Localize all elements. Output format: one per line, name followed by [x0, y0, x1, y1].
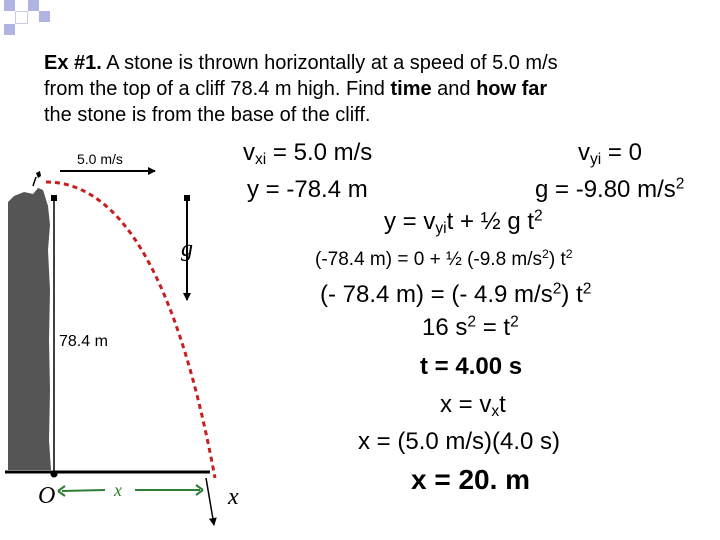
problem-text: A stone is thrown horizontally at a speed of 5.0 m/s — [101, 52, 558, 74]
problem-line-2 — [44, 76, 714, 102]
eq-subscript: xi — [255, 150, 267, 168]
corner-square — [39, 11, 50, 22]
problem-statement — [44, 50, 714, 128]
equation-substitution-1 — [315, 249, 573, 271]
eq-subscript: x — [491, 402, 500, 420]
cliff-shape — [8, 188, 51, 470]
problem-text: from the top of a cliff 78.4 m high. Find — [44, 78, 391, 100]
eq-text: = 5.0 m/s — [266, 139, 373, 166]
speed-label: 5.0 m/s — [77, 151, 123, 167]
equation-t-result: t = 4.00 s — [420, 353, 523, 380]
equation-substitution-2 — [320, 281, 591, 309]
problem-emphasis: how far — [476, 78, 548, 100]
eq-superscript: 2 — [565, 247, 573, 262]
eq-text: v — [243, 139, 255, 166]
eq-text: x = v — [440, 391, 492, 418]
x-axis-label: x — [228, 484, 239, 510]
eq-superscript: 2 — [582, 280, 592, 298]
equation-vxi — [243, 139, 372, 167]
equation-x-substitution: x = (5.0 m/s)(4.0 s) — [358, 428, 561, 455]
eq-text: = t — [476, 314, 511, 341]
problem-line-1 — [44, 50, 714, 76]
corner-square — [4, 24, 15, 35]
stone-icon — [33, 177, 36, 186]
corner-square — [28, 0, 39, 11]
height-label: 78.4 m — [59, 333, 108, 350]
equation-kinematic — [384, 208, 543, 236]
problem-line-3: the stone is from the base of the cliff. — [44, 104, 371, 126]
eq-superscript: 2 — [467, 313, 477, 331]
eq-text: y = v — [384, 208, 436, 235]
equation-t-squared — [422, 314, 519, 342]
distance-label: x — [114, 480, 122, 500]
equation-g — [535, 176, 684, 204]
eq-text: ) t — [548, 249, 566, 270]
eq-text: ) t — [561, 281, 583, 308]
top-marker — [51, 195, 57, 201]
corner-decoration — [0, 0, 60, 40]
equation-x-formula — [440, 391, 506, 419]
g-label: g — [181, 236, 193, 262]
gravity-arrow-base — [184, 195, 190, 201]
distance-arrow — [62, 490, 105, 491]
example-label: Ex #1. — [44, 52, 102, 74]
eq-subscript: yi — [435, 219, 447, 237]
trajectory-path — [46, 182, 215, 478]
continuation-arrow — [206, 478, 214, 525]
eq-text: t — [499, 391, 506, 418]
eq-text: = 0 — [601, 139, 642, 166]
equation-x-result: x = 20. m — [411, 464, 531, 495]
eq-superscript: 2 — [534, 207, 543, 225]
origin-label: O — [38, 483, 56, 509]
eq-text: 16 s — [422, 314, 468, 341]
eq-superscript: 2 — [675, 175, 685, 193]
problem-emphasis: time — [390, 78, 432, 100]
eq-superscript: 2 — [510, 313, 519, 331]
eq-text: (- 78.4 m) = (- 4.9 m/s — [320, 281, 553, 308]
corner-square — [15, 11, 28, 24]
eq-text: t + ½ g t — [446, 208, 535, 235]
eq-text: g = -9.80 m/s — [535, 176, 676, 203]
eq-superscript: 2 — [542, 247, 549, 262]
origin-marker — [51, 471, 58, 478]
stone-icon — [36, 171, 41, 178]
eq-text: v — [578, 139, 590, 166]
corner-square — [4, 0, 15, 11]
equation-y: y = -78.4 m — [247, 176, 368, 203]
eq-subscript: yi — [590, 150, 602, 168]
equation-vyi — [578, 139, 642, 167]
eq-text: (-78.4 m) = 0 + ½ (-9.8 m/s — [315, 249, 543, 270]
problem-text: and — [431, 78, 477, 100]
eq-superscript: 2 — [552, 280, 562, 298]
